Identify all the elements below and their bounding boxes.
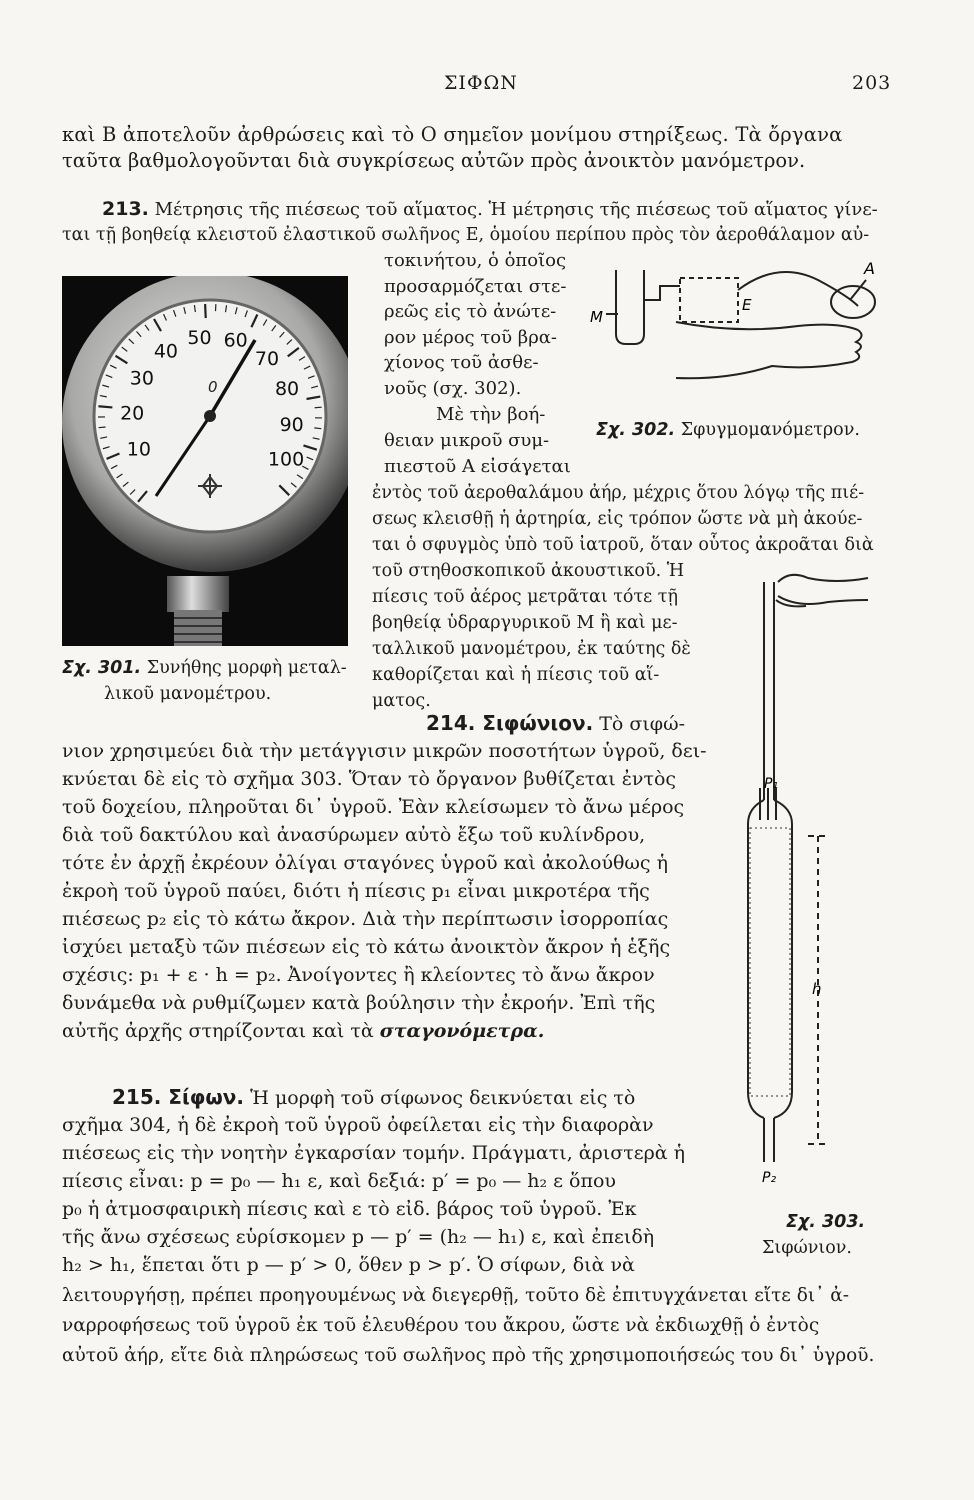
figure-301-photo: [62, 276, 348, 646]
emphasis-term: σταγονόμετρα.: [379, 1020, 545, 1042]
manometer-illustration: [62, 276, 348, 646]
text-line: τοκινήτου, ὁ ὁποῖος: [384, 250, 567, 271]
section-text: Μέτρησις τῆς πιέσεως τοῦ αἵματος. Ἡ μέτρησις τῆς πιέσεως τοῦ αἵματος γίνε-: [154, 199, 878, 220]
text-line: τότε ἐν ἀρχῇ ἐκρέουν ὀλίγαι σταγόνες ὑγροῦ καὶ ἀκολούθως ἡ: [62, 852, 668, 874]
dial-label: 40: [153, 340, 179, 363]
label-p1: P₁: [764, 776, 779, 792]
text-line: ταλλικοῦ μανομέτρου, ἐκ ταύτης δὲ: [372, 639, 691, 659]
fig303-caption: Σιφώνιον.: [762, 1238, 852, 1258]
dial-label: 10: [126, 438, 151, 461]
dial-label: 80: [274, 378, 300, 401]
pipette-tip: [764, 1118, 774, 1162]
section-number: 215. Σίφων.: [112, 1085, 245, 1109]
text-line: πιέσεως εἰς τὴν νοητὴν ἐγκαρσίαν τομήν. Πράγματι, ἀριστερὰ ἡ: [62, 1142, 686, 1164]
text-line: σεως κλεισθῇ ἡ ἀρτηρία, εἰς τρόπον ὥστε νὰ μὴ ἀκούε-: [372, 509, 863, 529]
text-line: ταῦτα βαθμολογοῦνται διὰ συγκρίσεως αὐτῶν πρὸς ἀνοικτὸν μανόμετρον.: [62, 149, 806, 172]
text-line: διὰ τοῦ δακτύλου καὶ ἀνασύρωμεν αὐτὸ ἔξω τοῦ κυλίνδρου,: [62, 824, 646, 846]
dial-label: 20: [120, 402, 145, 425]
section-214-line: [426, 710, 685, 737]
figure-number: Σχ. 302.: [596, 420, 676, 440]
mercury-tube: [616, 270, 644, 344]
text-line: αὐτοῦ ἀήρ, εἴτε διὰ πληρώσεως τοῦ σωλῆνος πρὸ τῆς χρησιμοποιήσεώς του δι᾿ ὑγροῦ.: [62, 1345, 875, 1366]
text-line: τοῦ στηθοσκοπικοῦ ἀκουστικοῦ. Ἡ: [372, 561, 685, 581]
dial-label: 30: [129, 367, 154, 390]
text-line: ματος.: [372, 691, 431, 711]
label-m: M: [590, 308, 603, 326]
text-line: p₀ ἡ ἀτμοσφαιρικὴ πίεσις καὶ ε τὸ εἰδ. βάρος τοῦ ὑγροῦ. Ἐκ: [62, 1198, 637, 1220]
text-line: βοηθείᾳ ὑδραργυρικοῦ Μ ἢ καὶ με-: [372, 613, 678, 633]
label-a: A: [864, 259, 875, 278]
text-line: πιεστοῦ Α εἰσάγεται: [384, 456, 571, 477]
text-line: πίεσις εἶναι: p = p₀ — h₁ ε, καὶ δεξιά: p′ = p₀ — h₂ ε ὅπου: [62, 1170, 616, 1192]
text-line: Μὲ τὴν βοή-: [436, 404, 546, 425]
figure-caption: Σφυγμομανόμετρον.: [680, 420, 860, 440]
dial-label: 90: [279, 413, 304, 436]
gauge-tick: [98, 406, 112, 407]
text-line: ἐντὸς τοῦ ἀεροθαλάμου ἀήρ, μέχρις ὅτου λόγῳ τῆς πιέ-: [372, 483, 865, 503]
section-number: 214. Σιφώνιον.: [426, 711, 594, 735]
arm-outline: [676, 322, 862, 378]
text-line: ρεῶς εἰς τὸ ἀνώτε-: [384, 301, 557, 322]
fig301-caption-line1: [62, 658, 347, 678]
fig303-caption-number: Σχ. 303.: [786, 1212, 866, 1232]
text-line: σχέσις: p₁ + ε · h = p₂. Ἀνοίγοντες ἢ κλείοντες τὸ ἄνω ἄκρον: [62, 964, 655, 986]
text-line: προσαρμόζεται στε-: [384, 276, 567, 297]
tube-connector: [644, 286, 680, 300]
text-line: σχῆμα 304, ἡ δὲ ἐκροὴ τοῦ ὑγροῦ ὀφείλεται εἰς τὴν διαφορὰν: [62, 1114, 654, 1136]
section-215-line: [112, 1084, 635, 1111]
text-line: ται τῇ βοηθείᾳ κλειστοῦ ἐλαστικοῦ σωλῆνος Ε, ὁμοίου περίπου πρὸς τὸν ἀεροθάλαμον αὐ-: [62, 225, 870, 245]
text-line: κνύεται δὲ εἰς τὸ σχῆμα 303. Ὅταν τὸ ὄργανον βυθίζεται ἐντὸς: [62, 768, 677, 790]
text-line: ται ὁ σφυγμὸς ὑπὸ τοῦ ἰατροῦ, ὅταν οὗτος ἀκροᾶται διὰ: [372, 535, 874, 555]
dial-label: 60: [223, 329, 248, 352]
text-line: δυνάμεθα νὰ ρυθμίζωμεν κατὰ βούλησιν τὴν ἐκροήν. Ἐπὶ τῆς: [62, 992, 656, 1014]
text-line: νοῦς (σχ. 302).: [384, 378, 522, 399]
figure-number: Σχ. 301.: [62, 658, 142, 678]
label-h: h: [812, 980, 822, 998]
section-213-line: [102, 196, 878, 223]
section-text: Τὸ σιφώ-: [599, 713, 686, 735]
figure-302-diagram: [588, 250, 888, 410]
pipette-upper-tube: [764, 582, 774, 800]
text-line: θειαν μικροῦ συμ-: [384, 430, 550, 451]
text-line: h₂ > h₁, ἕπεται ὅτι p — p′ > 0, ὅθεν p > p′. Ὁ σίφων, διὰ νὰ: [62, 1254, 635, 1276]
gauge-tick: [205, 304, 206, 318]
label-p2: P₂: [762, 1170, 777, 1186]
text-line: τῆς ἄνω σχέσεως εὑρίσκομεν p — p′ = (h₂ — h₁) ε, καὶ ἐπειδὴ: [62, 1226, 655, 1248]
dial-label: 70: [254, 347, 280, 370]
label-e: E: [742, 296, 752, 314]
text-span: αὐτῆς ἀρχῆς στηρίζονται καὶ τὰ: [62, 1020, 374, 1042]
running-header-title: ΣΙΦΩΝ: [444, 72, 518, 94]
section-text: Ἡ μορφὴ τοῦ σίφωνος δεικνύεται εἰς τὸ: [250, 1087, 636, 1109]
dial-center-mark: 0: [208, 378, 218, 396]
liquid-column: [750, 828, 790, 1096]
dial-label: 50: [187, 326, 212, 349]
cuff-box: [680, 278, 738, 322]
text-line: λειτουργήσῃ, πρέπει προηγουμένως νὰ διεγερθῇ, τοῦτο δὲ ἐπιτυγχάνεται εἴτε δι᾿ ἀ-: [62, 1285, 850, 1306]
hand-outline: [776, 575, 868, 607]
text-line: ἰσχύει μεταξὺ τῶν πιέσεων εἰς τὸ κάτω ἀνοικτὸν ἄκρον ἡ ἑξῆς: [62, 936, 671, 958]
figure-303-diagram: [720, 552, 880, 1192]
dial-label: 100: [267, 448, 305, 471]
text-line: νιον χρησιμεύει διὰ τὴν μετάγγισιν μικρῶν ποσοτήτων ὑγροῦ, δει-: [62, 740, 707, 762]
section-number: 213.: [102, 198, 149, 220]
figure-caption: Συνήθης μορφὴ μεταλ-: [146, 658, 347, 678]
arrow-a: [850, 280, 866, 300]
page-number: 203: [852, 72, 892, 94]
text-line: χίονος τοῦ ἀσθε-: [384, 352, 539, 373]
text-line: πίεσις τοῦ ἀέρος μετρᾶται τότε τῇ: [372, 587, 678, 607]
text-line: πιέσεως p₂ εἰς τὸ κάτω ἄκρον. Διὰ τὴν περίπτωσιν ἰσορροπίας: [62, 908, 669, 930]
fig302-caption: [596, 420, 860, 440]
gauge-tick: [315, 407, 322, 408]
fig301-caption-line2: λικοῦ μανομέτρου.: [104, 684, 272, 704]
stem-socket: [167, 576, 229, 612]
text-line: καθορίζεται καὶ ἡ πίεσις τοῦ αἵ-: [372, 665, 660, 685]
pipette-bulb: [748, 800, 792, 1118]
text-line: ἐκροὴ τοῦ ὑγροῦ παύει, διότι ἡ πίεσις p₁ εἶναι μικροτέρα τῆς: [62, 880, 650, 902]
text-line: τοῦ δοχείου, πληροῦται δι᾿ ὑγροῦ. Ἐὰν κλείσωμεν τὸ ἄνω μέρος: [62, 796, 685, 818]
text-line: [62, 1018, 544, 1044]
gauge-hub: [204, 410, 216, 422]
gauge-tick: [99, 427, 106, 428]
gauge-tick: [314, 428, 321, 429]
text-line: ρον μέρος τοῦ βρα-: [384, 327, 558, 348]
text-line: καὶ Β ἀποτελοῦν ἀρθρώσεις καὶ τὸ Ο σημεῖον μονίμου στηρίξεως. Τὰ ὄργανα: [62, 123, 843, 146]
text-line: ναρροφήσεως τοῦ ὑγροῦ ἐκ τοῦ ἐλευθέρου του ἄκρου, ὥστε νὰ ἐκδιωχθῇ ὁ ἐντὸς: [62, 1315, 820, 1336]
stem-thread: [174, 610, 222, 646]
